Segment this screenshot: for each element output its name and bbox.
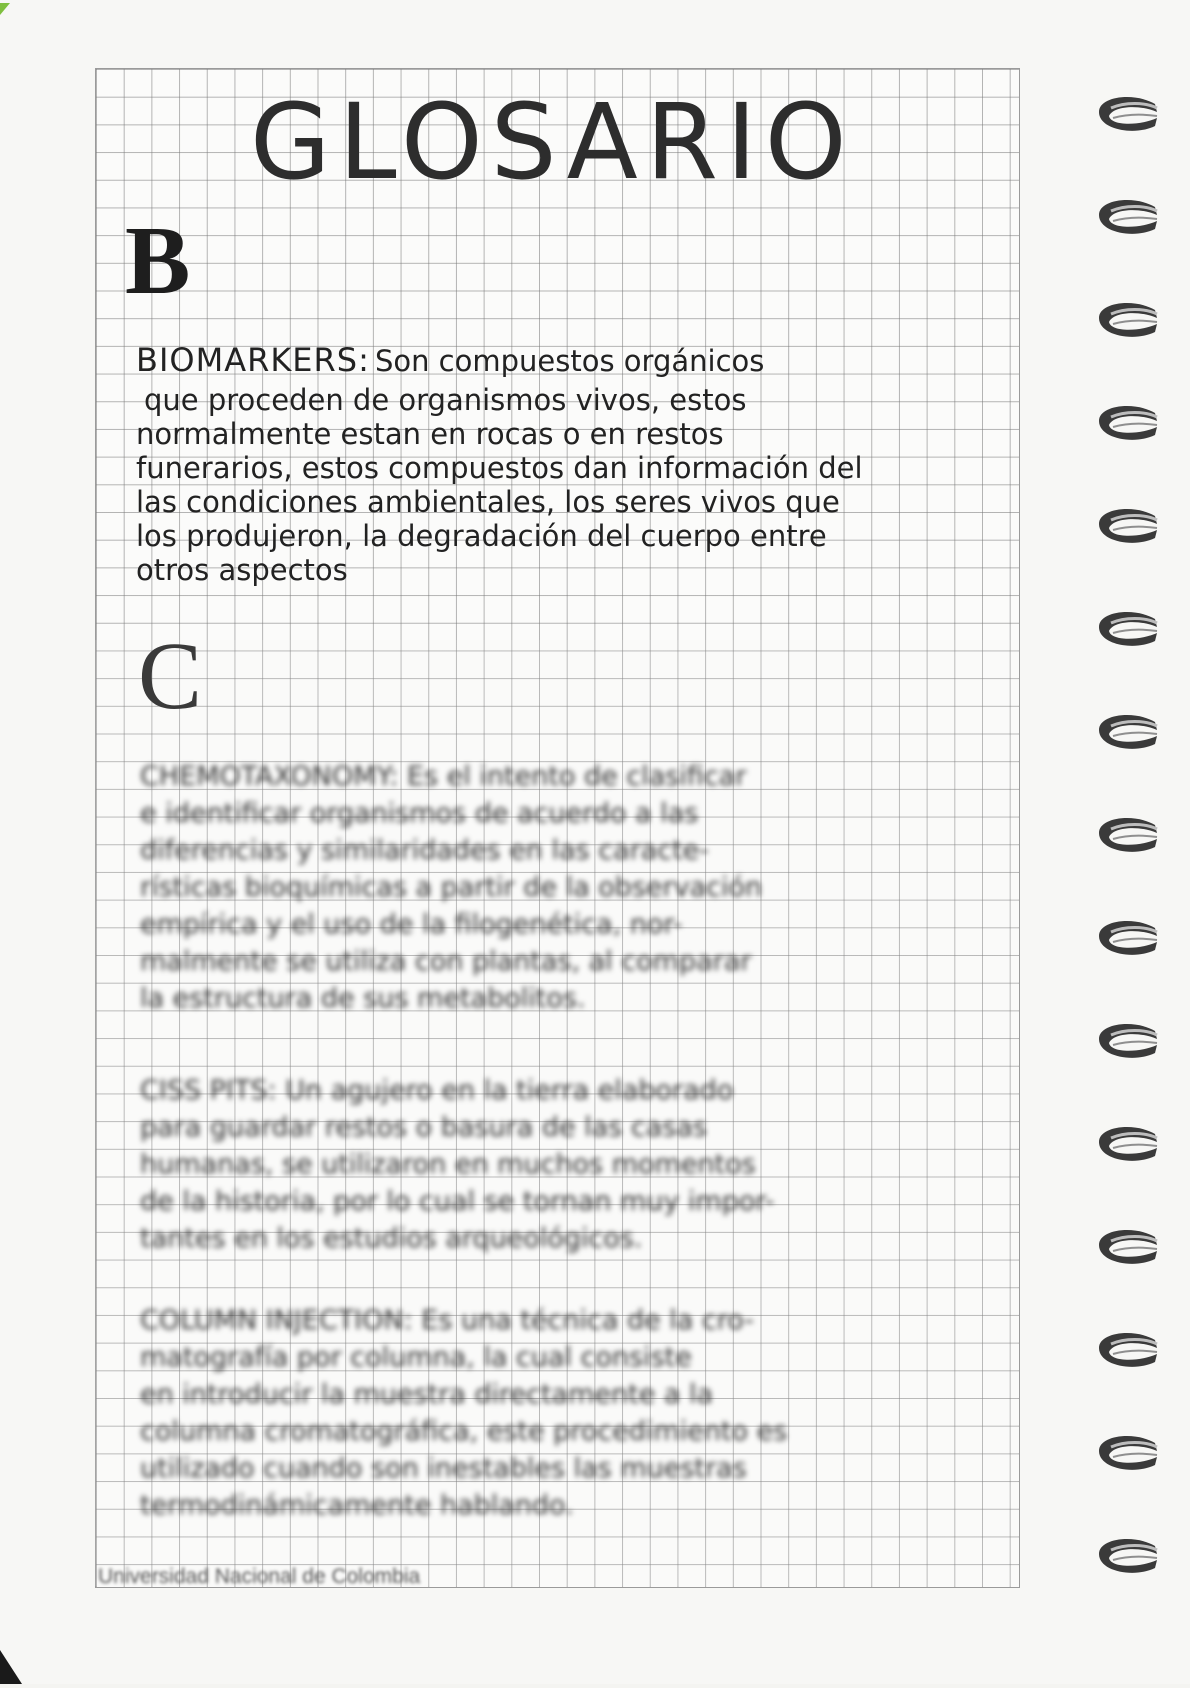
spiral-ring-icon [1095,1223,1161,1269]
glossary-entry-chemotaxonomy [140,758,1000,1017]
entry-line: termodinámicamente hablando. [140,1490,574,1521]
section-letter-c: C [138,622,203,729]
entry-line: Es el intento de clasificar [407,761,747,792]
spiral-ring-icon [1095,193,1161,239]
entry-first-line [140,1302,1000,1339]
spiral-binding [1095,90,1165,1650]
spiral-ring-icon [1095,1429,1161,1475]
spiral-ring-icon [1095,605,1161,651]
entry-line: otros aspectos [136,553,348,587]
entry-term: CHEMOTAXONOMY: [140,761,399,792]
spiral-ring-icon [1095,1532,1161,1578]
spiral-ring-icon [1095,296,1161,342]
spiral-ring-icon [1095,1120,1161,1166]
entry-term: BIOMARKERS: [136,341,370,379]
page-corner-shadow [0,1650,22,1684]
entry-line: Un agujero en la tierra elaborado [285,1075,734,1106]
entry-first-line [136,343,1011,383]
entry-first-line [140,758,1000,795]
page-title: GLOSARIO [250,81,855,203]
entry-line: matografía por columna, la cual consiste [140,1342,692,1373]
entry-line: e identificar organismos de acuerdo a las [140,798,699,829]
glossary-entry-column-injection [140,1302,1000,1524]
spiral-ring-icon [1095,399,1161,445]
page-footer: Universidad Nacional de Colombia [98,1565,421,1588]
entry-line: columna cromatográfica, este procedimiento es [140,1416,788,1447]
entry-line: que proceden de organismos vivos, estos [144,383,747,417]
glossary-entry-biomarkers [136,343,1011,587]
entry-line: las condiciones ambientales, los seres vivos que [136,485,840,519]
entry-line: malmente se utiliza con plantas, al comparar [140,946,752,977]
spiral-ring-icon [1095,90,1161,136]
spiral-ring-icon [1095,502,1161,548]
entry-line: Es una técnica de la cro- [421,1305,755,1336]
entry-line: utilizado cuando son inestables las muestras [140,1453,747,1484]
entry-line: de la historia, por lo cual se tornan muy impor- [140,1186,775,1217]
glossary-entry-ciss-pits [140,1072,1000,1257]
entry-line: en introducir la muestra directamente a la [140,1379,714,1410]
entry-line: tantes en los estudios arqueológicos. [140,1223,643,1254]
spiral-ring-icon [1095,1017,1161,1063]
page-corner-mark [0,0,10,12]
entry-term: CISS PITS: [140,1075,277,1106]
entry-line: funerarios, estos compuestos dan información del [136,451,863,485]
entry-term: COLUMN INJECTION: [140,1305,413,1336]
spiral-ring-icon [1095,708,1161,754]
entry-line: para guardar restos o basura de las casas [140,1112,707,1143]
section-letter-b: B [125,207,191,315]
spiral-ring-icon [1095,914,1161,960]
entry-line: diferencias y similaridades en las caracte- [140,835,710,866]
entry-line: rísticas bioquímicas a partir de la observación [140,872,763,903]
entry-line: los produjeron, la degradación del cuerpo entre [136,519,827,553]
spiral-ring-icon [1095,1326,1161,1372]
entry-line: Son compuestos orgánicos [374,344,765,378]
spiral-ring-icon [1095,811,1161,857]
entry-line: humanas, se utilizaron en muchos momentos [140,1149,756,1180]
entry-line: la estructura de sus metabolitos. [140,983,586,1014]
entry-line: normalmente estan en rocas o en restos [136,417,724,451]
entry-line: empírica y el uso de la filogenética, nor- [140,909,683,940]
entry-first-line [140,1072,1000,1109]
